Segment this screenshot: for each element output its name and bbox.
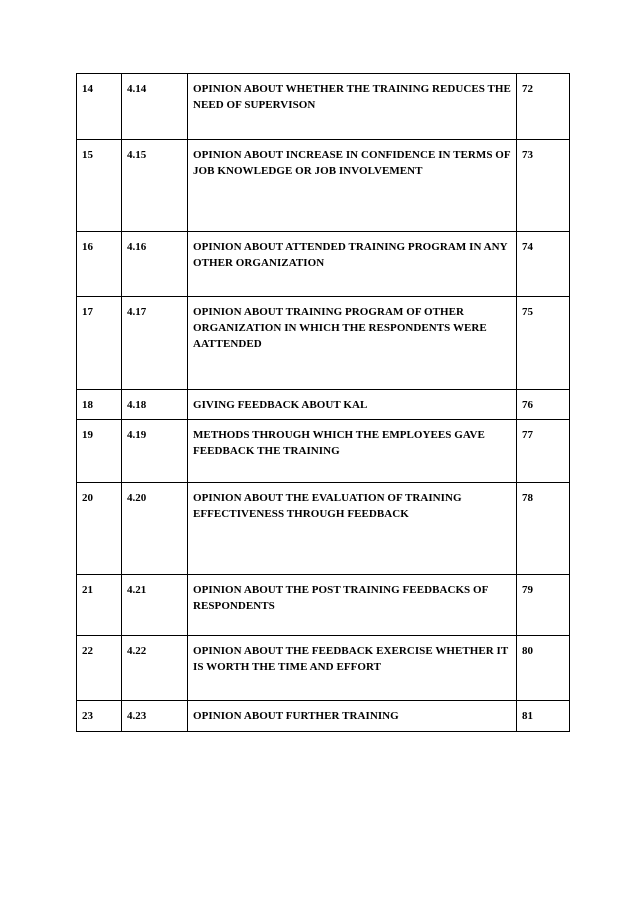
page-number: 78 <box>517 483 570 575</box>
list-of-tables <box>76 73 570 732</box>
table-title: OPINION ABOUT INCREASE IN CONFIDENCE IN TERMS OF JOB KNOWLEDGE OR JOB INVOLVEMENT <box>188 140 517 232</box>
table-title: OPINION ABOUT THE EVALUATION OF TRAINING EFFECTIVENESS THROUGH FEEDBACK <box>188 483 517 575</box>
table-row <box>77 74 570 140</box>
serial-number: 17 <box>77 297 122 390</box>
page-number: 81 <box>517 701 570 732</box>
page-number: 79 <box>517 575 570 636</box>
table-title: OPINION ABOUT TRAINING PROGRAM OF OTHER ORGANIZATION IN WHICH THE RESPONDENTS WERE AATTENDED <box>188 297 517 390</box>
table-number: 4.15 <box>122 140 188 232</box>
table-title: GIVING FEEDBACK ABOUT KAL <box>188 390 517 420</box>
table-title: METHODS THROUGH WHICH THE EMPLOYEES GAVE FEEDBACK THE TRAINING <box>188 420 517 483</box>
table-row <box>77 483 570 575</box>
table-number: 4.23 <box>122 701 188 732</box>
table-row <box>77 390 570 420</box>
table-number: 4.17 <box>122 297 188 390</box>
page-number: 76 <box>517 390 570 420</box>
table-number: 4.22 <box>122 636 188 701</box>
serial-number: 16 <box>77 232 122 297</box>
table-row <box>77 575 570 636</box>
page-number: 73 <box>517 140 570 232</box>
page-number: 75 <box>517 297 570 390</box>
table-row <box>77 701 570 732</box>
table-number: 4.16 <box>122 232 188 297</box>
table-title: OPINION ABOUT ATTENDED TRAINING PROGRAM IN ANY OTHER ORGANIZATION <box>188 232 517 297</box>
serial-number: 22 <box>77 636 122 701</box>
table-number: 4.18 <box>122 390 188 420</box>
table-number: 4.20 <box>122 483 188 575</box>
page-number: 77 <box>517 420 570 483</box>
table-row <box>77 420 570 483</box>
table-title: OPINION ABOUT THE FEEDBACK EXERCISE WHETHER IT IS WORTH THE TIME AND EFFORT <box>188 636 517 701</box>
table-number: 4.19 <box>122 420 188 483</box>
table-number: 4.21 <box>122 575 188 636</box>
page-number: 72 <box>517 74 570 140</box>
serial-number: 23 <box>77 701 122 732</box>
table-row <box>77 232 570 297</box>
table-row <box>77 636 570 701</box>
table-row <box>77 140 570 232</box>
table-number: 4.14 <box>122 74 188 140</box>
table-title: OPINION ABOUT WHETHER THE TRAINING REDUCES THE NEED OF SUPERVISON <box>188 74 517 140</box>
table-title: OPINION ABOUT THE POST TRAINING FEEDBACKS OF RESPONDENTS <box>188 575 517 636</box>
serial-number: 15 <box>77 140 122 232</box>
page-number: 74 <box>517 232 570 297</box>
serial-number: 18 <box>77 390 122 420</box>
table-row <box>77 297 570 390</box>
serial-number: 21 <box>77 575 122 636</box>
table-title: OPINION ABOUT FURTHER TRAINING <box>188 701 517 732</box>
serial-number: 19 <box>77 420 122 483</box>
serial-number: 14 <box>77 74 122 140</box>
page-number: 80 <box>517 636 570 701</box>
serial-number: 20 <box>77 483 122 575</box>
